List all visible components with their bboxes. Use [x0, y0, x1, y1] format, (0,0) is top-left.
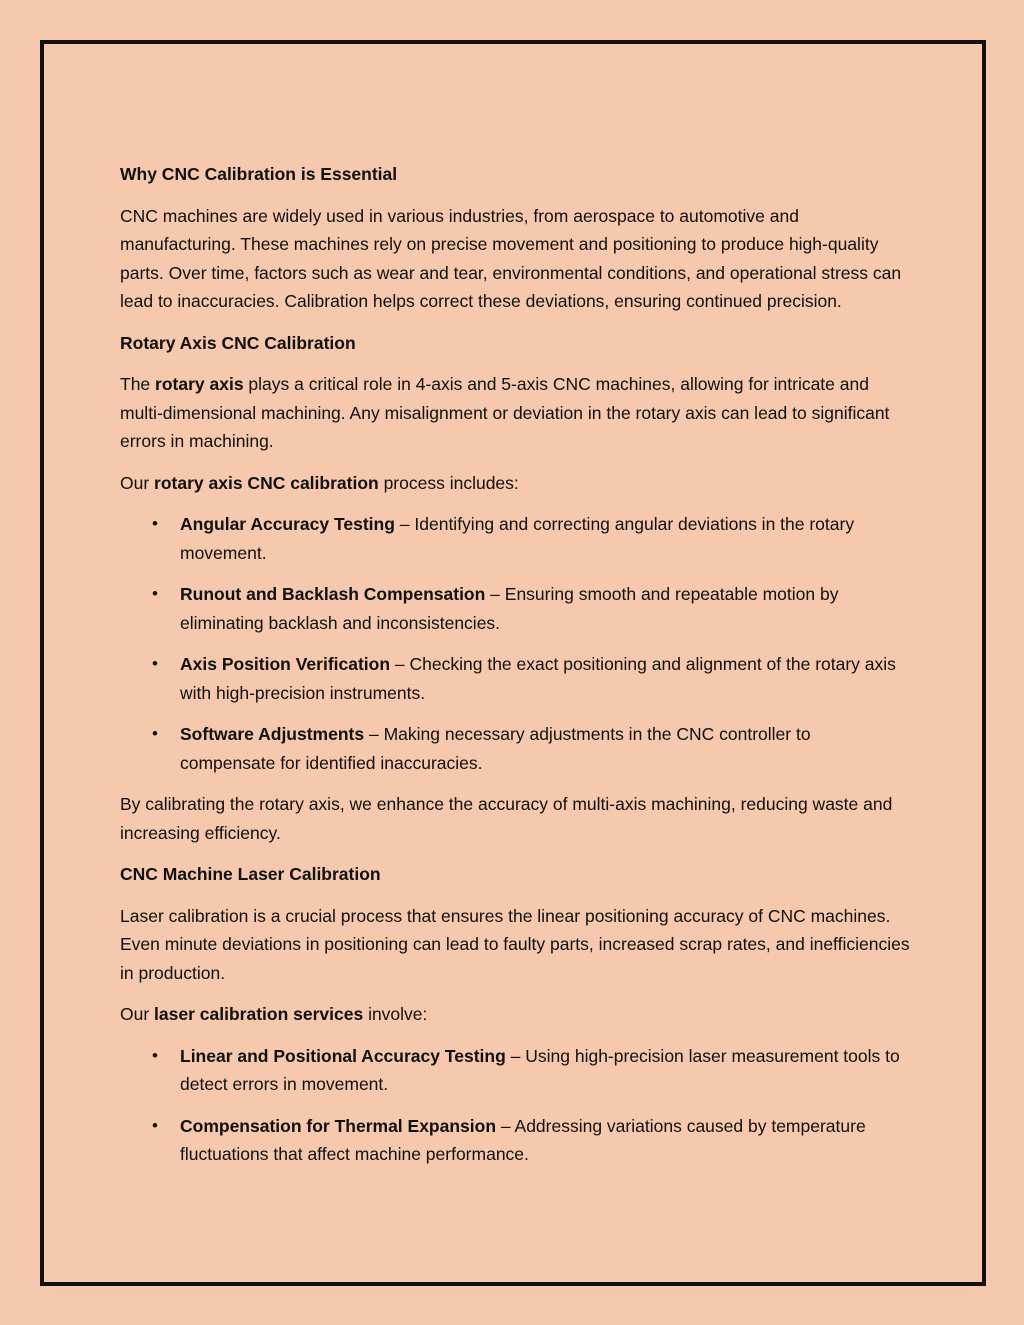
list-item: [152, 580, 910, 637]
intro-text-post: plays a critical role in 4-axis and 5-axis CNC machines, allowing for intricate and multi-dimensional machining. Any misalignment or deviation in the rotary axis can lead to significant errors in machining.: [120, 374, 890, 451]
list-item: [152, 510, 910, 567]
paragraph-rotary-list-intro: [120, 469, 910, 498]
list-item-title: Runout and Backlash Compensation: [180, 584, 486, 604]
list-intro-post: involve:: [363, 1004, 428, 1024]
list-item-text: – Making necessary adjustments in the CNC controller to compensate for identified inaccuracies.: [180, 724, 811, 773]
list-item-text: – Identifying and correcting angular deviations in the rotary movement.: [180, 514, 855, 563]
list-item-title: Angular Accuracy Testing: [180, 514, 395, 534]
bullet-icon: •: [152, 724, 158, 743]
bullet-icon: •: [152, 584, 158, 603]
list-item-text: – Ensuring smooth and repeatable motion by eliminating backlash and inconsistencies.: [180, 584, 839, 633]
list-item: [152, 1112, 910, 1169]
list-item-title: Compensation for Thermal Expansion: [180, 1115, 497, 1136]
list-item-title: Software Adjustments: [180, 724, 365, 744]
heading-why-cnc-calibration: Why CNC Calibration is Essential: [120, 164, 398, 184]
paragraph-rotary-closing: By calibrating the rotary axis, we enhance the accuracy of multi-axis machining, reducing waste and increasing efficiency.: [120, 794, 893, 843]
list-item-text: – Checking the exact positioning and alignment of the rotary axis with high-precision instruments.: [180, 654, 896, 703]
list-item-text: – Using high-precision laser measurement tools to detect errors in movement.: [180, 1045, 900, 1094]
paragraph-rotary-axis-intro: [120, 370, 910, 456]
list-intro-bold-term: rotary axis CNC calibration: [154, 472, 379, 493]
document-body: [120, 160, 910, 1182]
list-item-title: Axis Position Verification: [180, 654, 391, 674]
list-intro-bold-term: laser calibration services: [154, 1004, 364, 1024]
bullet-icon: •: [152, 654, 158, 673]
list-intro-post: process includes:: [378, 472, 519, 493]
laser-calibration-list: [120, 1042, 910, 1169]
paragraph-why-cnc-calibration: CNC machines are widely used in various industries, from aerospace to automotive and manufacturing. These machines rely on precise movement and positioning to produce high-quality parts. Over time, factors such as wear and tear, environmental conditions, and operational stress can lead to inaccuracies. Calibration helps correct these deviations, ensuring continued precision.: [120, 205, 902, 311]
heading-laser-calibration: CNC Machine Laser Calibration: [120, 864, 381, 884]
list-item: [152, 720, 910, 777]
list-item-text: – Addressing variations caused by temperature fluctuations that affect machine performance.: [180, 1115, 866, 1164]
rotary-calibration-list: [120, 510, 910, 777]
list-intro-pre: Our: [120, 1004, 155, 1024]
list-intro-pre: Our: [120, 472, 155, 493]
bullet-icon: •: [152, 514, 158, 533]
intro-text-pre: The: [120, 374, 156, 394]
paragraph-laser-list-intro: [120, 1000, 910, 1029]
paragraph-laser-calibration: Laser calibration is a crucial process that ensures the linear positioning accuracy of CNC machines. Even minute deviations in positioning can lead to faulty parts, increased scrap rates, and inefficiencies in production.: [120, 905, 910, 983]
list-item-title: Linear and Positional Accuracy Testing: [180, 1045, 506, 1066]
list-item: [152, 1042, 910, 1099]
intro-bold-term: rotary axis: [155, 374, 244, 394]
heading-rotary-axis-calibration: Rotary Axis CNC Calibration: [120, 332, 356, 353]
list-item: [152, 650, 910, 707]
bullet-icon: •: [152, 1045, 158, 1065]
bullet-icon: •: [152, 1115, 158, 1135]
